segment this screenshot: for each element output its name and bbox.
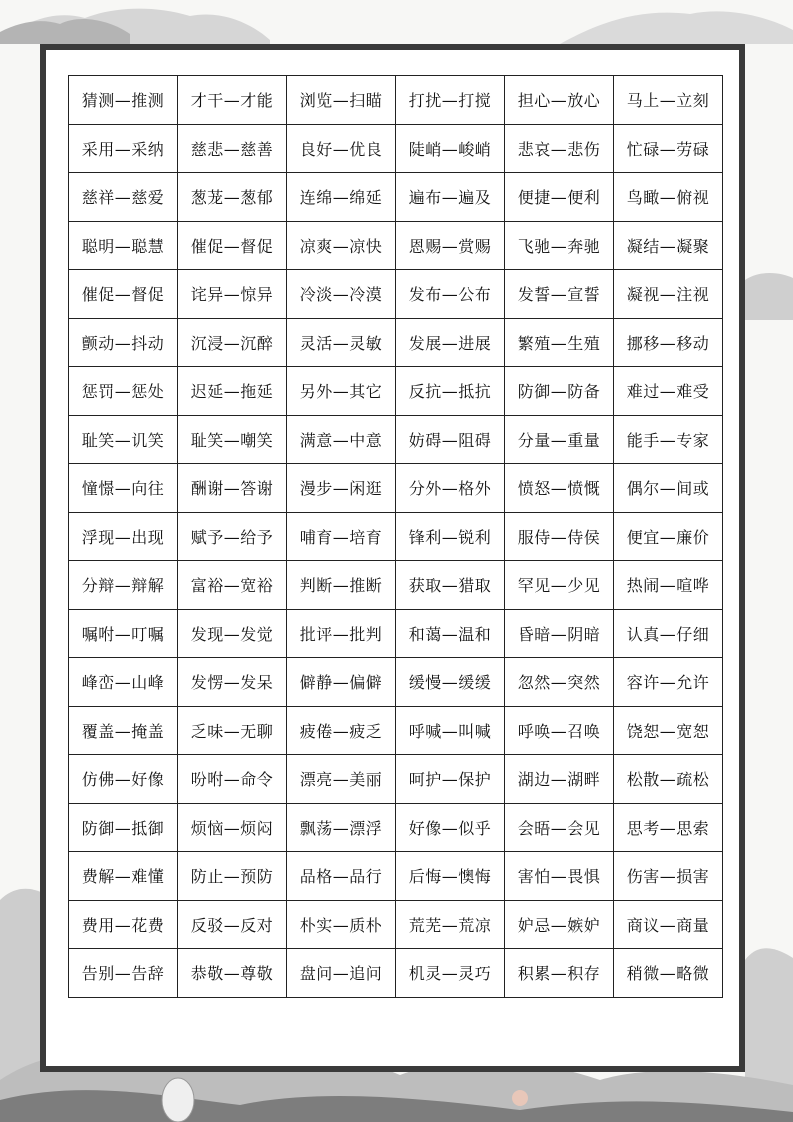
synonym-pair-cell: 沉浸—沉醉	[178, 318, 287, 367]
synonym-pair-cell: 担心—放心	[505, 76, 614, 125]
synonym-pair-cell: 服侍—侍侯	[505, 512, 614, 561]
synonym-pair-cell: 松散—疏松	[614, 755, 723, 804]
synonym-pair-cell: 呵护—保护	[396, 755, 505, 804]
synonym-pair-cell: 颤动—抖动	[69, 318, 178, 367]
table-row	[69, 949, 723, 998]
synonym-pair-cell: 飘荡—漂浮	[287, 803, 396, 852]
synonym-pair-cell: 惩罚—惩处	[69, 367, 178, 416]
synonym-pair-cell: 反抗—抵抗	[396, 367, 505, 416]
synonym-pair-cell: 遍布—遍及	[396, 173, 505, 222]
synonym-pair-cell: 陡峭—峻峭	[396, 124, 505, 173]
synonym-pair-cell: 漫步—闲逛	[287, 464, 396, 513]
synonym-pair-cell: 饶恕—宽恕	[614, 706, 723, 755]
table-row	[69, 706, 723, 755]
synonym-pair-cell: 酬谢—答谢	[178, 464, 287, 513]
table-row	[69, 512, 723, 561]
synonym-pair-cell: 锋利—锐利	[396, 512, 505, 561]
table-row	[69, 755, 723, 804]
table-row	[69, 76, 723, 125]
synonym-pair-cell: 机灵—灵巧	[396, 949, 505, 998]
synonym-pair-cell: 富裕—宽裕	[178, 561, 287, 610]
synonym-pair-cell: 烦恼—烦闷	[178, 803, 287, 852]
synonym-pair-cell: 鸟瞰—俯视	[614, 173, 723, 222]
synonym-pair-cell: 和蔼—温和	[396, 609, 505, 658]
synonym-pair-cell: 采用—采纳	[69, 124, 178, 173]
synonym-pair-cell: 悲哀—悲伤	[505, 124, 614, 173]
synonym-pair-cell: 费用—花费	[69, 900, 178, 949]
synonym-pair-cell: 耻笑—讥笑	[69, 415, 178, 464]
synonym-pair-cell: 获取—猎取	[396, 561, 505, 610]
synonym-pair-cell: 峰峦—山峰	[69, 658, 178, 707]
synonym-pair-cell: 良好—优良	[287, 124, 396, 173]
synonym-pair-cell: 分外—格外	[396, 464, 505, 513]
synonym-pair-cell: 批评—批判	[287, 609, 396, 658]
synonym-pair-cell: 朴实—质朴	[287, 900, 396, 949]
synonym-pair-cell: 费解—难懂	[69, 852, 178, 901]
synonym-pair-cell: 发现—发觉	[178, 609, 287, 658]
synonym-pair-cell: 猜测—推测	[69, 76, 178, 125]
table-row	[69, 318, 723, 367]
synonym-pair-cell: 防御—防备	[505, 367, 614, 416]
synonym-pair-cell: 好像—似乎	[396, 803, 505, 852]
table-row	[69, 221, 723, 270]
synonym-pair-cell: 思考—思索	[614, 803, 723, 852]
synonym-pair-cell: 能手—专家	[614, 415, 723, 464]
table-row	[69, 561, 723, 610]
synonym-pair-cell: 妒忌—嫉妒	[505, 900, 614, 949]
synonym-pair-cell: 聪明—聪慧	[69, 221, 178, 270]
table-row	[69, 464, 723, 513]
synonym-pair-cell: 迟延—拖延	[178, 367, 287, 416]
synonym-pair-cell: 呼唤—召唤	[505, 706, 614, 755]
synonym-pair-cell: 飞驰—奔驰	[505, 221, 614, 270]
synonym-pair-cell: 发愣—发呆	[178, 658, 287, 707]
synonym-pair-cell: 告别—告辞	[69, 949, 178, 998]
table-row	[69, 415, 723, 464]
synonym-pair-cell: 反驳—反对	[178, 900, 287, 949]
synonym-pair-cell: 覆盖—掩盖	[69, 706, 178, 755]
synonym-pair-cell: 容许—允许	[614, 658, 723, 707]
table-row	[69, 803, 723, 852]
synonym-pair-cell: 另外—其它	[287, 367, 396, 416]
synonym-pair-cell: 便宜—廉价	[614, 512, 723, 561]
synonym-pair-cell: 昏暗—阴暗	[505, 609, 614, 658]
synonym-pair-cell: 葱茏—葱郁	[178, 173, 287, 222]
synonym-pair-cell: 灵活—灵敏	[287, 318, 396, 367]
synonym-pair-cell: 吩咐—命令	[178, 755, 287, 804]
synonym-pair-cell: 分辩—辩解	[69, 561, 178, 610]
synonym-pair-cell: 凉爽—凉快	[287, 221, 396, 270]
synonym-pair-cell: 哺育—培育	[287, 512, 396, 561]
synonym-pair-cell: 防止—预防	[178, 852, 287, 901]
table-row	[69, 900, 723, 949]
right-mountain-ink	[745, 273, 793, 320]
synonym-pair-cell: 憧憬—向往	[69, 464, 178, 513]
synonym-pair-cell: 湖边—湖畔	[505, 755, 614, 804]
synonym-pair-cell: 防御—抵御	[69, 803, 178, 852]
synonym-pair-cell: 会晤—会见	[505, 803, 614, 852]
synonym-pair-cell: 嘱咐—叮嘱	[69, 609, 178, 658]
table-row	[69, 658, 723, 707]
synonym-pair-cell: 难过—难受	[614, 367, 723, 416]
synonym-pair-cell: 恩赐—赏赐	[396, 221, 505, 270]
synonym-pair-cell: 恭敬—尊敬	[178, 949, 287, 998]
synonym-pair-cell: 品格—品行	[287, 852, 396, 901]
synonym-pair-cell: 繁殖—生殖	[505, 318, 614, 367]
synonym-pair-cell: 仿佛—好像	[69, 755, 178, 804]
figure-robe	[162, 1078, 194, 1122]
table-row	[69, 367, 723, 416]
synonym-pair-cell: 浏览—扫瞄	[287, 76, 396, 125]
synonym-pair-cell: 乏味—无聊	[178, 706, 287, 755]
synonym-pair-cell: 发布—公布	[396, 270, 505, 319]
synonym-pair-cell: 马上—立刻	[614, 76, 723, 125]
top-right-mountain-ink	[560, 11, 793, 44]
synonym-pair-cell: 盘问—追问	[287, 949, 396, 998]
synonym-pair-cell: 凝结—凝聚	[614, 221, 723, 270]
page-frame	[40, 44, 745, 1072]
synonym-pair-cell: 后悔—懊悔	[396, 852, 505, 901]
table-row	[69, 270, 723, 319]
synonym-pair-cell: 赋予—给予	[178, 512, 287, 561]
synonym-pair-cell: 忙碌—劳碌	[614, 124, 723, 173]
synonym-pair-cell: 耻笑—嘲笑	[178, 415, 287, 464]
synonym-pair-cell: 催促—督促	[69, 270, 178, 319]
synonym-table	[68, 75, 723, 998]
synonym-pair-cell: 漂亮—美丽	[287, 755, 396, 804]
synonym-pair-cell: 诧异—惊异	[178, 270, 287, 319]
synonym-pair-cell: 忽然—突然	[505, 658, 614, 707]
synonym-pair-cell: 积累—积存	[505, 949, 614, 998]
table-row	[69, 852, 723, 901]
synonym-pair-cell: 分量—重量	[505, 415, 614, 464]
synonym-pair-cell: 疲倦—疲乏	[287, 706, 396, 755]
sun-mark	[512, 1090, 528, 1106]
synonym-pair-cell: 便捷—便利	[505, 173, 614, 222]
synonym-pair-cell: 催促—督促	[178, 221, 287, 270]
table-row	[69, 124, 723, 173]
synonym-pair-cell: 愤怒—愤慨	[505, 464, 614, 513]
synonym-pair-cell: 商议—商量	[614, 900, 723, 949]
synonym-pair-cell: 发展—进展	[396, 318, 505, 367]
synonym-table-body	[69, 76, 723, 998]
synonym-pair-cell: 伤害—损害	[614, 852, 723, 901]
synonym-pair-cell: 发誓—宣誓	[505, 270, 614, 319]
synonym-pair-cell: 凝视—注视	[614, 270, 723, 319]
synonym-pair-cell: 才干—才能	[178, 76, 287, 125]
table-row	[69, 173, 723, 222]
synonym-pair-cell: 连绵—绵延	[287, 173, 396, 222]
synonym-pair-cell: 挪移—移动	[614, 318, 723, 367]
synonym-pair-cell: 呼喊—叫喊	[396, 706, 505, 755]
synonym-pair-cell: 慈祥—慈爱	[69, 173, 178, 222]
synonym-pair-cell: 打扰—打搅	[396, 76, 505, 125]
synonym-pair-cell: 害怕—畏惧	[505, 852, 614, 901]
synonym-pair-cell: 荒芜—荒凉	[396, 900, 505, 949]
synonym-pair-cell: 僻静—偏僻	[287, 658, 396, 707]
synonym-pair-cell: 判断—推断	[287, 561, 396, 610]
synonym-pair-cell: 缓慢—缓缓	[396, 658, 505, 707]
synonym-pair-cell: 慈悲—慈善	[178, 124, 287, 173]
synonym-pair-cell: 浮现—出现	[69, 512, 178, 561]
synonym-pair-cell: 认真—仔细	[614, 609, 723, 658]
table-row	[69, 609, 723, 658]
synonym-pair-cell: 稍微—略微	[614, 949, 723, 998]
synonym-pair-cell: 罕见—少见	[505, 561, 614, 610]
synonym-pair-cell: 偶尔—间或	[614, 464, 723, 513]
synonym-pair-cell: 妨碍—阻碍	[396, 415, 505, 464]
synonym-pair-cell: 热闹—喧哗	[614, 561, 723, 610]
synonym-pair-cell: 冷淡—冷漠	[287, 270, 396, 319]
synonym-pair-cell: 满意—中意	[287, 415, 396, 464]
